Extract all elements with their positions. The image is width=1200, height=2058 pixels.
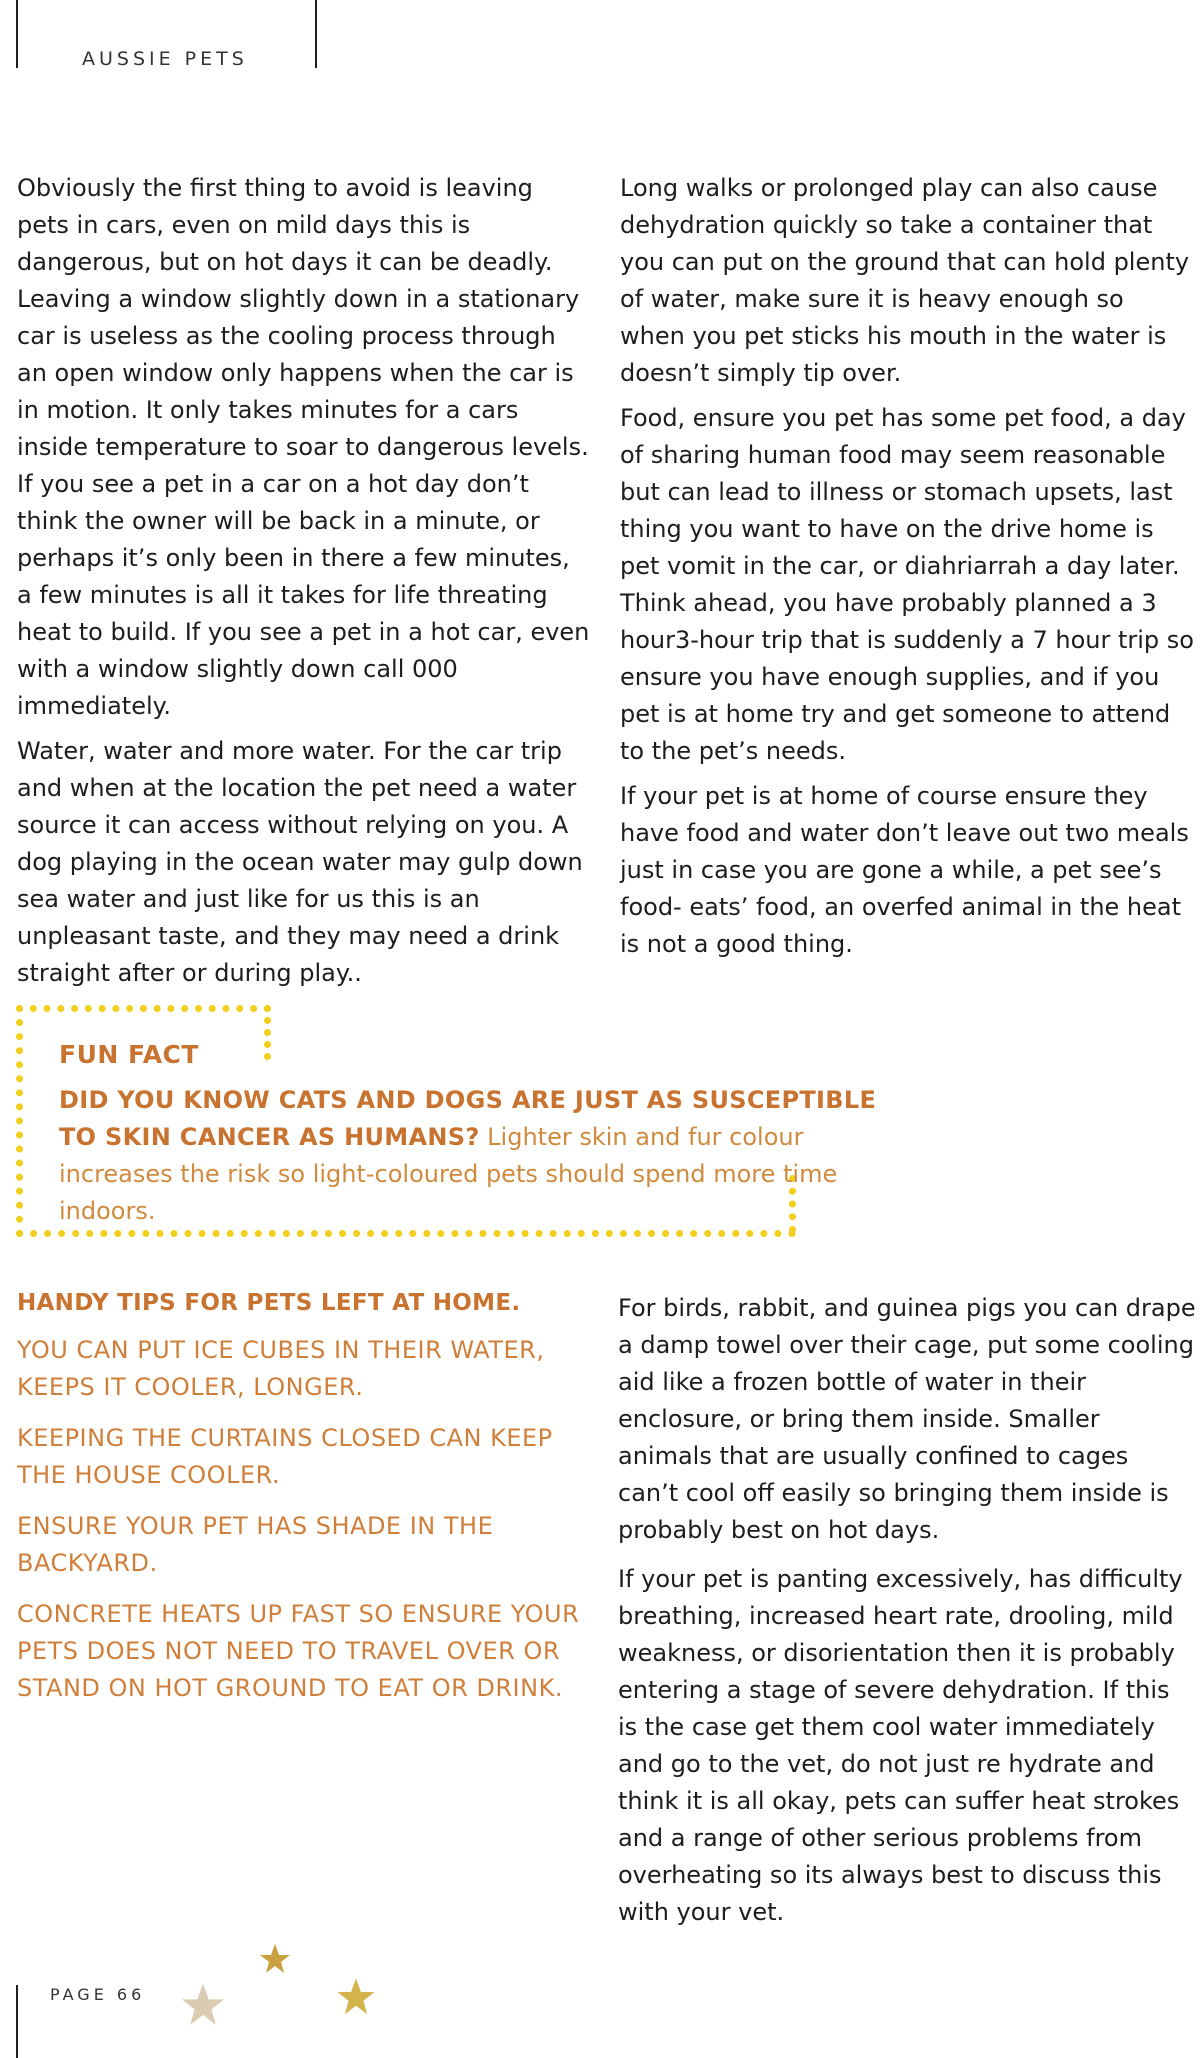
fun-fact-question: DID YOU KNOW CATS AND DOGS ARE JUST AS SUSCEPTIBLE TO SKIN CANCER AS HUMANS? xyxy=(59,1086,877,1151)
dotted-border-left xyxy=(16,1005,23,1237)
right-column xyxy=(620,170,1195,971)
page-number: PAGE 66 xyxy=(50,1985,146,2004)
running-head: AUSSIE PETS xyxy=(82,48,248,70)
header-right-rule xyxy=(315,0,317,68)
header-left-rule xyxy=(16,0,18,68)
fun-fact-body: Lighter skin and fur colour increases the risk so light-coloured pets should spend more time indoors. xyxy=(59,1123,838,1225)
paragraph: If your pet is panting excessively, has difficulty breathing, increased heart rate, drooling, mild weakness, or disorientation then it is probably entering a stage of severe dehydration. If this is the case get them cool water immediately and go to the vet, do not just re hydrate and think it is all okay, pets can suffer heat strokes and a range of other serious problems from overheating so its always best to discuss this with your vet. xyxy=(618,1565,1183,1926)
bottom-right-column xyxy=(618,1290,1196,1939)
fun-fact-title: FUN FACT xyxy=(59,1040,199,1069)
paragraph: For birds, rabbit, and guinea pigs you can drape a damp towel over their cage, put some cooling aid like a frozen bottle of water in their enclosure, or bring them inside. Smaller animals that are usually confined to cages can’t cool off easily so bringing them inside is probably best on hot days. xyxy=(618,1294,1196,1544)
dotted-border-bottom xyxy=(16,1230,796,1237)
paragraph: Long walks or prolonged play can also cause dehydration quickly so take a container that you can put on the ground that can hold plenty of water, make sure it is heavy enough so when you pet sticks his mouth in the water is doesn’t simply tip over. xyxy=(620,174,1190,387)
star-gold-icon xyxy=(334,1976,378,2018)
paragraph: If your pet is at home of course ensure they have food and water don’t leave out two meals just in case you are gone a while, a pet see’s food- eats’ food, an overfed animal in the heat is not a good thing. xyxy=(620,782,1189,958)
handy-tips xyxy=(17,1290,592,1721)
handy-tips-heading: HANDY TIPS FOR PETS LEFT AT HOME. xyxy=(17,1290,521,1316)
paragraph: Obviously the first thing to avoid is leaving pets in cars, even on mild days this is dangerous, but on hot days it can be deadly. Leaving a window slightly down in a stationary car is useless as the cooling process through an open window only happens when the car is in motion. It only takes minutes for a cars inside temperature to soar to dangerous levels. If you see a pet in a car on a hot day don’t think the owner will be back in a minute, or perhaps it’s only been in there a few minutes, a few minutes is all it takes for life threating heat to build. If you see a pet in a hot car, even with a window slightly down call 000 immediately. xyxy=(17,174,590,720)
paragraph: Water, water and more water. For the car trip and when at the location the pet need a water source it can access without relying on you. A dog playing in the ocean water may gulp down sea water and just like for us this is an unpleasant taste, and they may need a drink straight after or during play.. xyxy=(17,737,583,987)
tip-item: ENSURE YOUR PET HAS SHADE IN THE BACKYARD. xyxy=(17,1512,494,1577)
fun-fact-text xyxy=(59,1082,919,1230)
tip-item: KEEPING THE CURTAINS CLOSED CAN KEEP THE HOUSE COOLER. xyxy=(17,1424,553,1489)
tip-item: CONCRETE HEATS UP FAST SO ENSURE YOUR PETS DOES NOT NEED TO TRAVEL OVER OR STAND ON HOT GROUND TO EAT OR DRINK. xyxy=(17,1600,580,1702)
star-gold-small-icon xyxy=(258,1942,292,1976)
fun-fact-box xyxy=(16,1005,877,1237)
tip-item: YOU CAN PUT ICE CUBES IN THEIR WATER, KEEPS IT COOLER, LONGER. xyxy=(17,1336,545,1401)
left-column xyxy=(17,170,592,1000)
dotted-border-top xyxy=(16,1005,271,1012)
dotted-border-right-upper xyxy=(264,1005,271,1060)
paragraph: Food, ensure you pet has some pet food, a day of sharing human food may seem reasonable but can lead to illness or stomach upsets, last thing you want to have on the drive home is pet vomit in the car, or diahriarrah a day later. Think ahead, you have probably planned a 3 hour3-hour trip that is suddenly a 7 hour trip so ensure you have enough supplies, and if you pet is at home try and get someone to attend to the pet’s needs. xyxy=(620,404,1194,765)
star-beige-icon xyxy=(178,1981,228,2029)
footer-left-rule xyxy=(16,1985,18,2058)
